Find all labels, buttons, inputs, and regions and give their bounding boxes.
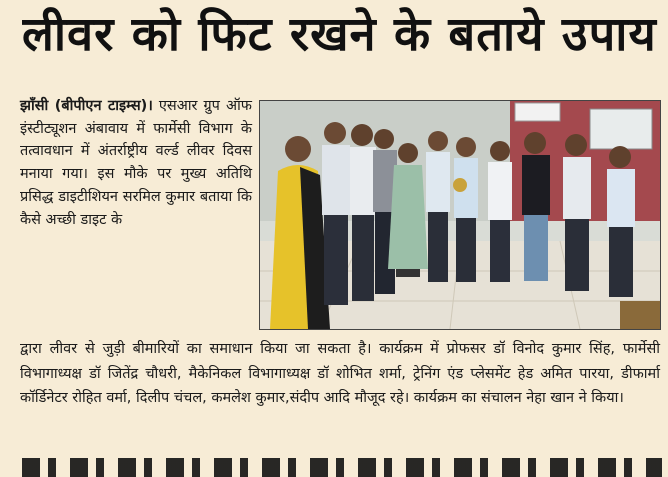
article-headline: लीवर को फिट रखने के बताये उपाय xyxy=(22,7,657,62)
article-body-full: द्वारा लीवर से जुड़ी बीमारियों का समाधान किया जा सकता है। कार्यक्रम में प्रोफसर डॉ विनोद कुमार सिंह, फार्मेसी विभागाध्यक्ष डॉ जितेंद्र चौधरी, मैकेनिकल विभागाध्यक्ष डॉ शोभित शर्मा, ट्रेनिंग एंड प्लेसमेंट हेड अमित पारया, डीफार्मा कॉर्डिनेटर रोहित वर्मा, दिलीप चंचल, कमलेश कुमार,संदीप आदि मौजूद रहे। कार्यक्रम का संचालन नेहा खान ने किया। xyxy=(20,341,660,406)
article-body-column-text: एसआर ग्रुप ऑफ इंस्टीट्यूशन अंबावाय में फार्मेसी विभाग के तत्वावधान में अंतर्राष्ट्रीय वर्ल्ड लीवर दिवस मनाया गया। इस मौके पर मुख्य अतिथि प्रसिद्ध डाइटीशियन सरमिल कुमार बताया कि कैसे अच्छी डाइट के xyxy=(20,98,252,228)
next-article-headline-cropped xyxy=(22,452,662,477)
article-dateline: झाँसी (बीपीएन टाइम्स)। xyxy=(20,98,153,114)
article-body-column xyxy=(20,95,252,231)
cropped-headline-glyphs xyxy=(22,458,662,477)
event-group-photo xyxy=(259,100,661,330)
group-photo-illustration xyxy=(260,101,660,329)
